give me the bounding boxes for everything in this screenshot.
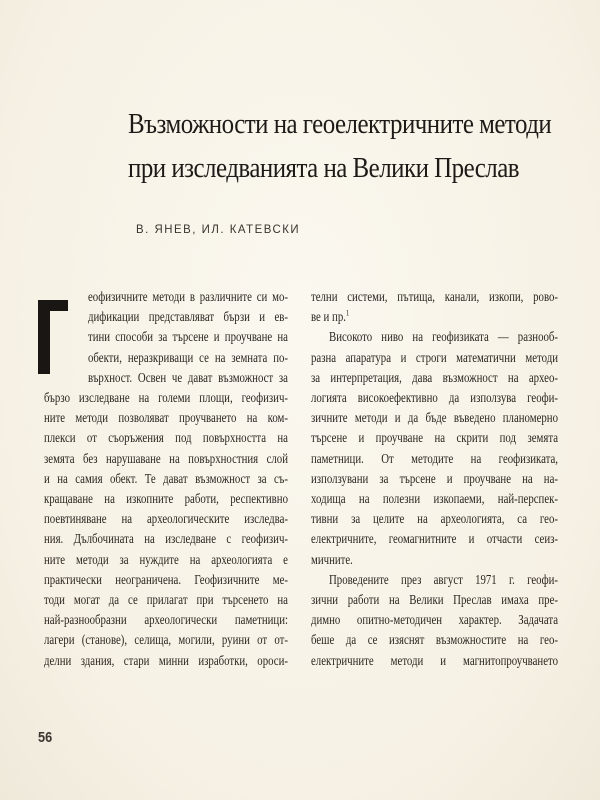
text-line: кращаване на изкопните работи, респективно bbox=[44, 491, 288, 506]
text-line: най-разнообразни археологически паметници: bbox=[44, 612, 288, 628]
text-line: плекси от съоръжения под повърхността на bbox=[44, 430, 288, 446]
page-number: 56 bbox=[38, 729, 53, 746]
text-line: зичните методи и да бъде въведено планомерно bbox=[311, 410, 558, 426]
text-line: използувани за търсене и проучване на на- bbox=[311, 470, 558, 486]
text-line: тивни за целите на археологията, са гео- bbox=[311, 511, 558, 527]
text-line: ве и пр.$^1$ bbox=[311, 308, 350, 325]
article-title-line-1: Възможности на геоелектричните методи bbox=[128, 108, 552, 140]
text-line: дификации представляват бързи и ев- bbox=[88, 309, 288, 325]
text-line: лагери (станове), селища, могили, руини от от- bbox=[44, 632, 288, 648]
text-line: паметници. От методите на геофизиката, bbox=[311, 450, 558, 466]
text-line: ния. Дълбочината на изследване с геофизич- bbox=[44, 531, 288, 547]
text-line: електричните, геомагнитните и отчасти сеиз- bbox=[311, 531, 558, 547]
text-line: телни системи, пътища, канали, изкопи, рово- bbox=[311, 289, 558, 304]
text-line: еофизичните методи в различните си мо- bbox=[88, 289, 288, 304]
text-line: мичните. bbox=[311, 551, 353, 567]
text-line: ните методи позволяват проучването на ком- bbox=[44, 410, 288, 426]
text-line: разна апаратура и строги математични методи bbox=[311, 349, 558, 365]
text-line: Проведените през август 1971 г. геофи- bbox=[329, 571, 558, 587]
text-line: бързо изследване на големи площи, геофизич- bbox=[44, 390, 288, 405]
text-line: тини способи за търсене и проучване на bbox=[88, 329, 288, 345]
article-title-line-2: при изследванията на Велики Преслав bbox=[128, 152, 520, 184]
footnote-marker: 1 bbox=[345, 308, 350, 318]
text-line: Високото ниво на геофизиката — разнооб- bbox=[329, 329, 558, 345]
text-line: логията високоефективно да използува геофи- bbox=[311, 390, 558, 405]
text-line: обекти, неразкриващи се на земната по- bbox=[88, 349, 288, 365]
text-line: беше да се изяснят възможностите на гео- bbox=[311, 632, 558, 648]
text-line: върхност. Освен че дават възможност за bbox=[88, 369, 288, 385]
text-line: земята без нарушаване на повърхностния слой bbox=[44, 450, 288, 466]
text-line: и на самия обект. Те дават възможност за съ- bbox=[44, 470, 288, 486]
text-line: поевтиняване на археологическите изследва- bbox=[44, 511, 288, 527]
text-line: делни здания, стари минни изработки, ороси- bbox=[44, 652, 288, 668]
text-line: зични работи на Велики Преслав имаха пре- bbox=[311, 592, 558, 607]
text-line: димно опитно-методичен характер. Задачата bbox=[311, 612, 558, 628]
article-title bbox=[128, 102, 552, 190]
text-line: ходища на полезни изкопаеми, най-перспек- bbox=[311, 491, 558, 506]
article-authors: В. ЯНЕВ, ИЛ. КАТЕВСКИ bbox=[136, 222, 301, 236]
text-line: ните методи за нуждите на археологията е bbox=[44, 551, 288, 567]
text-line: практически неограничена. Геофизичните ме- bbox=[44, 571, 288, 587]
text-line: тоди могат да се прилагат при търсенето на bbox=[44, 592, 288, 607]
text-line: търсене и проучване на скрити под земята bbox=[311, 430, 558, 446]
text-line: за интерпретация, дава възможност на архео- bbox=[311, 369, 558, 385]
text-line: електричните методи и магнитопроучването bbox=[311, 652, 558, 668]
drop-cap-letter bbox=[38, 300, 50, 374]
